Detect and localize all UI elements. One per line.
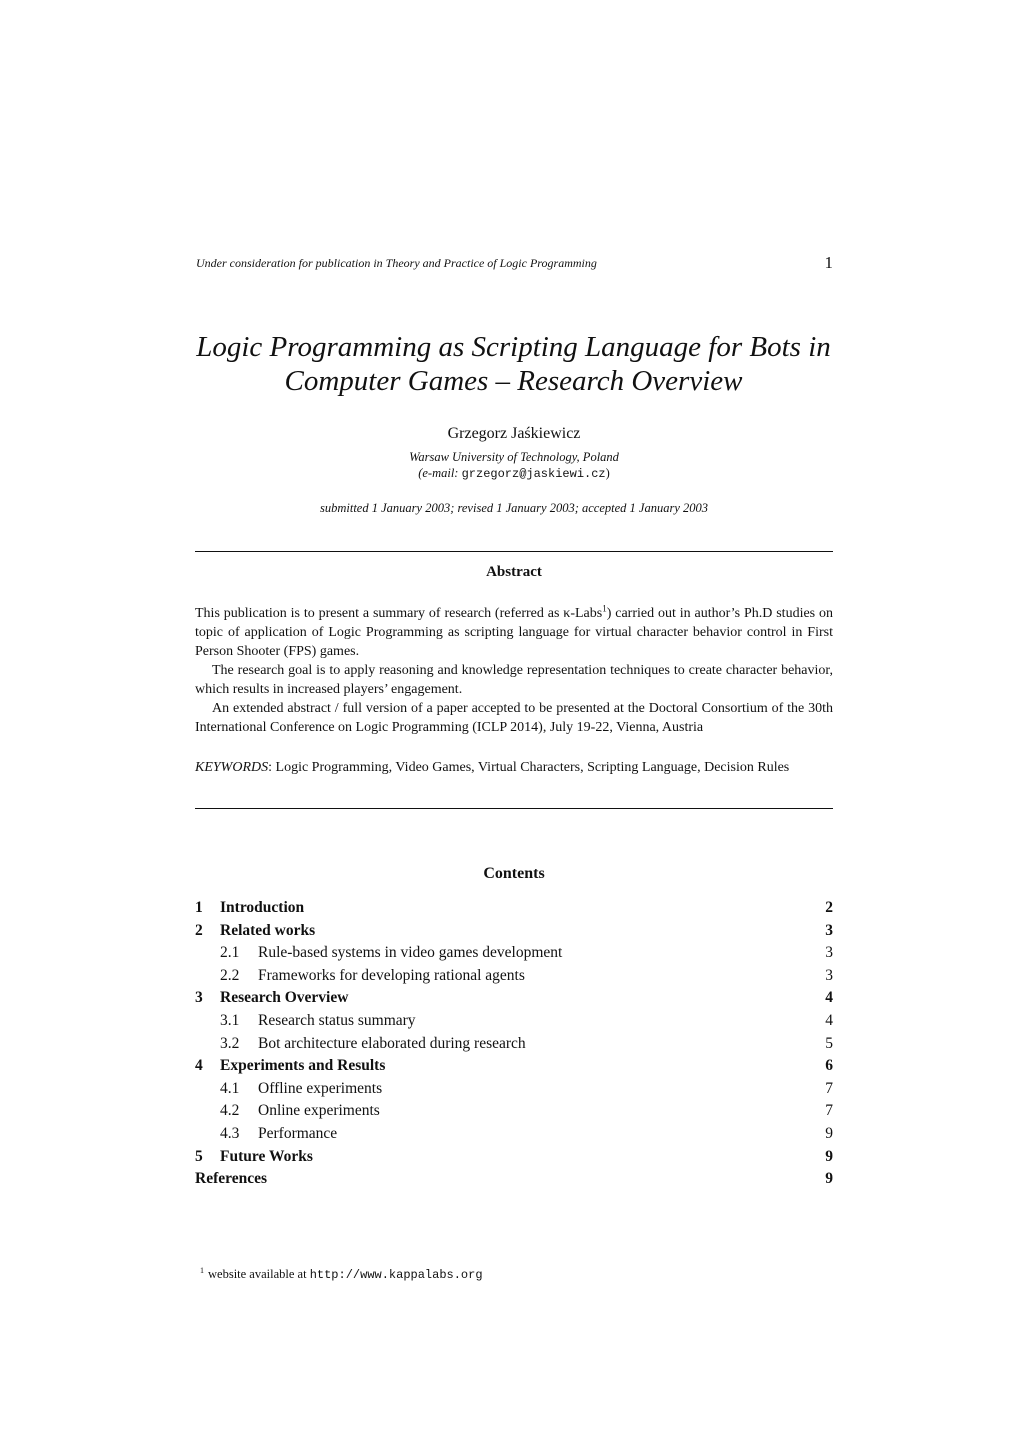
bottom-rule xyxy=(195,808,833,809)
toc-label: Online experiments xyxy=(258,1102,380,1120)
toc-entry[interactable] xyxy=(195,987,833,1010)
toc-page: 9 xyxy=(825,1124,833,1142)
toc-subentry[interactable] xyxy=(195,965,833,988)
toc-number: 2.2 xyxy=(220,966,240,984)
page-number: 1 xyxy=(824,253,833,272)
toc-number: 4.2 xyxy=(220,1102,240,1120)
toc-entry[interactable] xyxy=(195,1146,833,1169)
toc-label: Research Overview xyxy=(220,989,349,1007)
submission-dates: submitted 1 January 2003; revised 1 January 2003; accepted 1 January 2003 xyxy=(320,501,708,515)
email-suffix: ) xyxy=(605,466,610,480)
toc-label: Related works xyxy=(220,921,316,939)
footnote-ref: 1 xyxy=(602,603,607,614)
footnote-url[interactable]: http://www.kappalabs.org xyxy=(309,1268,483,1283)
toc-page: 4 xyxy=(825,989,833,1007)
toc-label: Bot architecture elaborated during research xyxy=(258,1034,526,1052)
toc-number: 4.1 xyxy=(220,1079,240,1097)
toc-page: 3 xyxy=(825,944,833,962)
footnote-mark: 1 xyxy=(200,1266,204,1275)
toc-label: Frameworks for developing rational agents xyxy=(258,966,525,984)
toc-entry[interactable] xyxy=(195,1168,833,1191)
toc-page: 7 xyxy=(825,1079,833,1097)
toc-page: 6 xyxy=(825,1057,833,1075)
keywords xyxy=(195,760,845,776)
author-affiliation: Warsaw University of Technology, Poland xyxy=(409,450,619,464)
author-email-line xyxy=(0,466,1020,481)
keywords-text: : Logic Programming, Video Games, Virtual Characters, Scripting Language, Decision Rules xyxy=(268,760,790,775)
title-line-2: Computer Games – Research Overview xyxy=(284,365,743,397)
toc-subentry[interactable] xyxy=(195,1010,833,1033)
keywords-label: KEYWORDS xyxy=(195,760,269,775)
toc-page: 5 xyxy=(825,1034,833,1052)
toc-entry[interactable] xyxy=(195,897,833,920)
toc-page: 2 xyxy=(825,899,833,916)
table-of-contents xyxy=(195,897,833,1191)
footnote xyxy=(200,1266,483,1282)
toc-number: 3.1 xyxy=(220,1011,240,1029)
toc-label: Performance xyxy=(258,1124,338,1142)
abstract-p1-part-b: ) carried out in author’s Ph.D studies on topic of application of Logic Programming as scripting language for virtual character behavior control in First Person Shooter (FPS) games. xyxy=(195,606,833,659)
toc-number: 4.3 xyxy=(220,1124,240,1142)
toc-page: 3 xyxy=(825,921,833,939)
toc-label: Experiments and Results xyxy=(220,1057,386,1075)
toc-number: 1 xyxy=(195,899,203,916)
abstract-paragraph-1 xyxy=(195,604,833,661)
footnote-text: website available at xyxy=(208,1267,310,1282)
abstract-p1-part-a: This publication is to present a summary of research (referred as κ-Labs xyxy=(195,606,603,621)
toc-subentry[interactable] xyxy=(195,1100,833,1123)
toc-label: Future Works xyxy=(220,1147,313,1165)
toc-subentry[interactable] xyxy=(195,1078,833,1101)
abstract-paragraph-2: The research goal is to apply reasoning and knowledge representation techniques to create character behavior, which results in increased players’ engagement. xyxy=(195,663,833,697)
toc-subentry[interactable] xyxy=(195,1123,833,1146)
toc-entry[interactable] xyxy=(195,1055,833,1078)
toc-page: 7 xyxy=(825,1102,833,1120)
running-head: Under consideration for publication in Theory and Practice of Logic Programming xyxy=(196,256,597,270)
toc-label: Offline experiments xyxy=(258,1079,383,1097)
abstract-paragraph-3: An extended abstract / full version of a paper accepted to be presented at the Doctoral Consortium of the 30th International Conference on Logic Programming (ICLP 2014), July 19-22, Vienna, Austria xyxy=(195,701,833,735)
abstract-heading: Abstract xyxy=(486,564,542,580)
toc-page: 9 xyxy=(825,1170,833,1188)
paper-title xyxy=(150,330,877,398)
toc-subentry[interactable] xyxy=(195,1033,833,1056)
toc-label: Rule-based systems in video games development xyxy=(258,944,563,962)
author-name: Grzegorz Jaśkiewicz xyxy=(447,425,581,442)
toc-number: 3.2 xyxy=(220,1034,240,1052)
toc-page: 4 xyxy=(825,1011,833,1029)
toc-page: 9 xyxy=(825,1147,833,1165)
toc-subentry[interactable] xyxy=(195,942,833,965)
top-rule xyxy=(195,551,833,552)
toc-number: 4 xyxy=(195,1057,203,1075)
toc-page: 3 xyxy=(825,966,833,984)
toc-entry[interactable] xyxy=(195,920,833,943)
email-prefix: (e-mail: xyxy=(418,466,462,480)
toc-label: Introduction xyxy=(220,899,305,916)
toc-label: References xyxy=(195,1170,268,1188)
title-line-1: Logic Programming as Scripting Language for Bots in xyxy=(196,331,831,363)
author-email: grzegorz@jaskiewi.cz xyxy=(461,467,606,481)
toc-number: 3 xyxy=(195,989,203,1007)
toc-number: 2.1 xyxy=(220,944,240,962)
contents-heading: Contents xyxy=(483,865,545,882)
toc-label: Research status summary xyxy=(258,1011,416,1029)
toc-number: 2 xyxy=(195,921,203,939)
toc-number: 5 xyxy=(195,1147,203,1165)
abstract-body xyxy=(195,604,833,737)
